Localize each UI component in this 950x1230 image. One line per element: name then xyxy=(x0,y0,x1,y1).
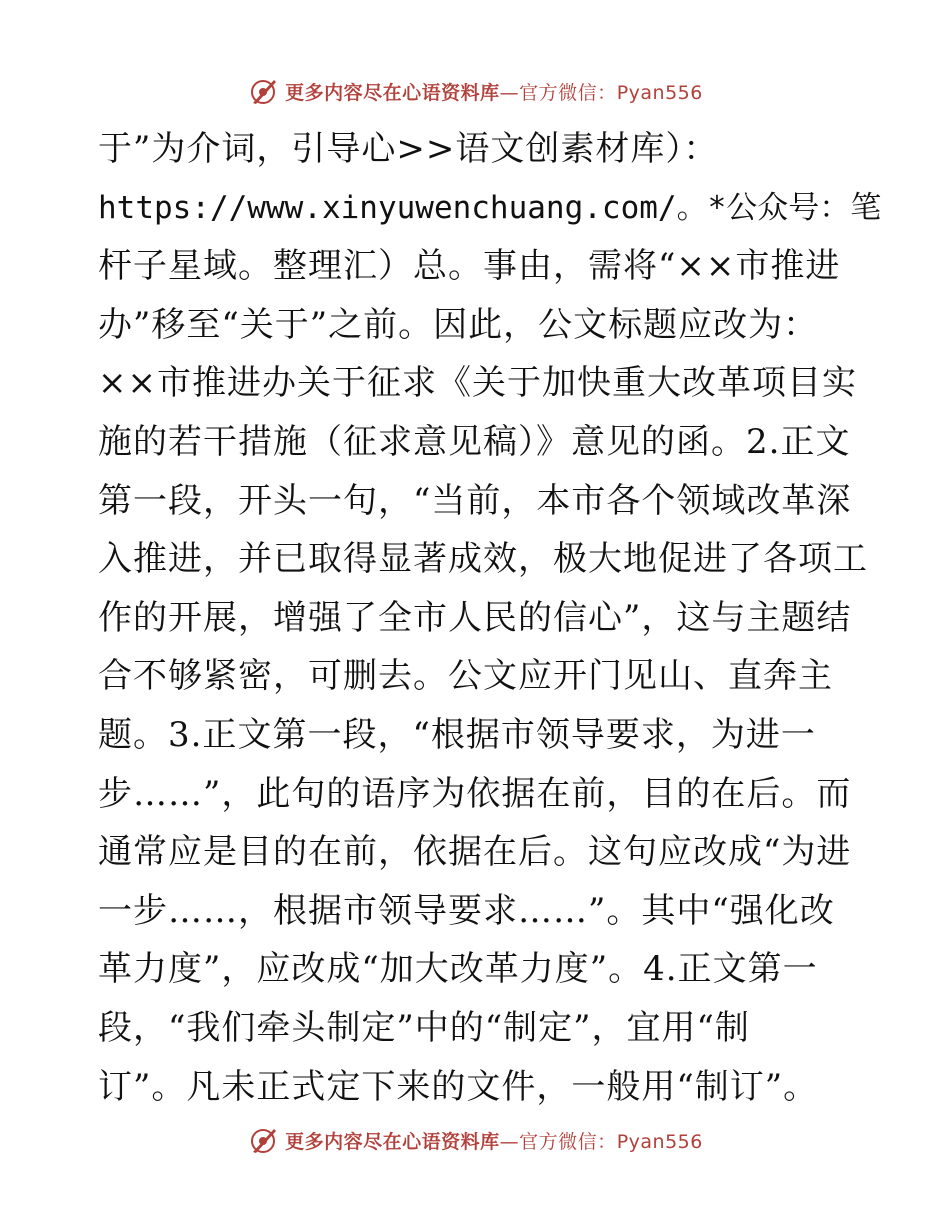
text-line: https://www.xinyuwenchuang.com/。*公众号：笔 xyxy=(98,189,882,226)
watermark-brand: 更多内容尽在心语资料库 xyxy=(285,81,500,104)
text-line: 施的若干措施（征求意见稿）》意见的函。2.正文 xyxy=(98,421,851,462)
text-line: ××市推进办关于征求《关于加快重大改革项目实 xyxy=(98,363,857,404)
watermark-official: 官方微信： xyxy=(519,81,617,104)
watermark-account: Pyan556 xyxy=(616,1130,703,1153)
text-line: 题。3.正文第一段，“根据市领导要求，为进一 xyxy=(98,714,816,755)
text-line: 革力度”，应改成“加大改革力度”。4.正文第一 xyxy=(98,949,818,990)
watermark-dash: — xyxy=(499,81,520,104)
text-line: 杆子星域。整理汇）总。事由，需将“××市推进 xyxy=(98,246,841,287)
watermark-dash: — xyxy=(499,1130,520,1153)
text-line: 合不够紧密，可删去。公文应开门见山、直奔主 xyxy=(98,656,833,697)
text-line: 办”移至“关于”之前。因此，公文标题应改为： xyxy=(98,304,819,345)
document-body xyxy=(98,120,882,1116)
watermark-text xyxy=(285,78,703,105)
quill-seal-icon xyxy=(247,1124,279,1156)
watermark-official: 官方微信： xyxy=(519,1130,617,1153)
footer-watermark xyxy=(0,1122,950,1158)
text-line: 段，“我们牵头制定”中的“制定”，宜用“制 xyxy=(98,1007,750,1048)
header-watermark xyxy=(0,73,950,109)
text-line: 作的开展，增强了全市人民的信心”，这与主题结 xyxy=(98,597,852,638)
text-line: 通常应是目的在前，依据在后。这句应改成“为进 xyxy=(98,832,852,873)
text-line: 入推进，并已取得显著成效，极大地促进了各项工 xyxy=(98,539,868,580)
text-line: 第一段，开头一句，“当前，本市各个领域改革深 xyxy=(98,480,852,521)
watermark-account: Pyan556 xyxy=(616,81,703,104)
text-line: 一步……，根据市领导要求……”。其中“强化改 xyxy=(98,890,835,931)
text-line: 于”为介词，引导心>>语文创素材库）： xyxy=(98,129,719,169)
watermark-text xyxy=(285,1127,703,1154)
text-line: 步……”，此句的语序为依据在前，目的在后。而 xyxy=(98,773,852,814)
quill-seal-icon xyxy=(247,75,279,107)
watermark-brand: 更多内容尽在心语资料库 xyxy=(285,1130,500,1153)
text-line: 订”。凡未正式定下来的文件，一般用“制订”。 xyxy=(98,1066,819,1107)
